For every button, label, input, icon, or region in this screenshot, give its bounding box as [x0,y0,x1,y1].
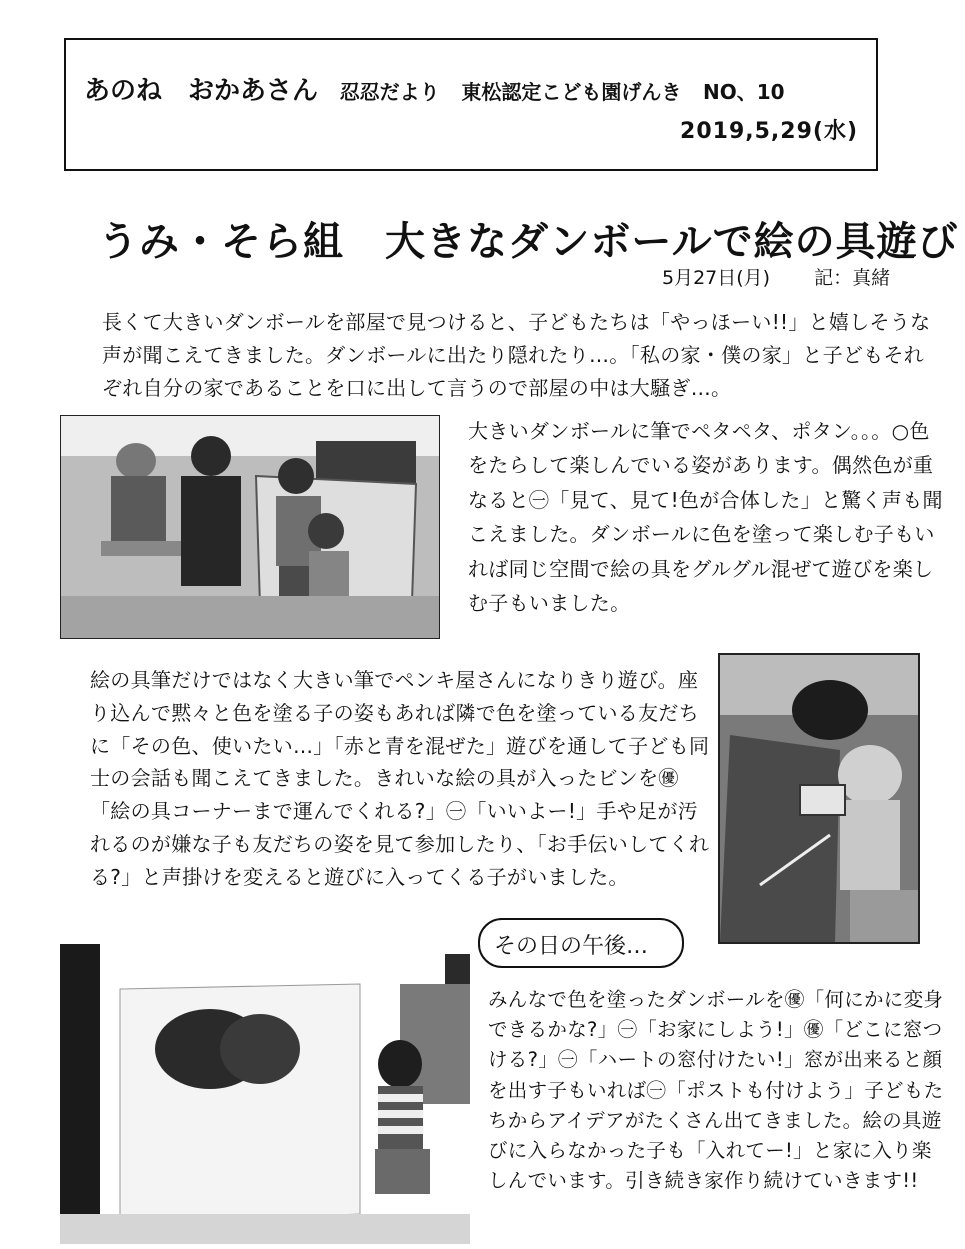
photo3-illustration [60,944,470,1244]
photo2-illustration [720,655,918,942]
paragraph-afternoon: みんなで色を塗ったダンボールを㊝「何にかに変身できるかな?」㊀「お家にしよう!」㊝「どこに窓つける?」㊀「ハートの窓付けたい!」窓が出来ると顔を出す子もいれば㊀「ポストも付けよう」子どもたちからアイデアがたくさん出てきました。絵の具遊びに入らなかった子も「入れてー!」と家に入り楽しんでいます。引き続き家作り続けていきます!! [488,988,944,1193]
speech-bubble-text: その日の午後… [494,934,649,959]
newsletter-subtitle: 忍忍だより [339,80,440,104]
article-date: 5月27日(月) [662,267,771,289]
issue-date: 2019,5,29(水) [680,119,858,144]
paragraph-paint-shop: 絵の具筆だけではなく大きい筆でペンキ屋さんになりきり遊び。座り込んで黙々と色を塗る子の姿もあれば隣で色を塗っている友だちに「その色、使いたい…」「赤と青を混ぜた」遊びを通して子ども同士の会話も聞こえてきました。きれいな絵の具が入ったビンを㊝「絵の具コーナーまで運んでくれる?」㊀「いいよー!」手や足が汚れるのが嫌な子も友だちの姿を見て参加したり、「お手伝いしてくれる?」と声掛けを変えると遊びに入ってくる子がいました。 [90,668,710,889]
speech-bubble [478,918,684,968]
child-painting-photo [718,653,920,944]
cardboard-house-photo [60,944,470,1244]
article-headline: うみ・そら組 大きなダンボールで絵の具遊び [98,219,959,265]
issue-number: NO、10 [703,80,785,104]
paragraph-painting: 大きいダンボールに筆でペタペタ、ポタン。。。○色をたらして楽しんでいる姿があります。偶然色が重なると㊀「見て、見て!色が合体した」と驚く声も聞こえました。ダンボールに色を塗って楽しむ子もいれば同じ空間で絵の具をグルグル混ぜて遊びを楽しむ子もいました。 [468,419,943,615]
children-painting-photo [60,415,440,639]
article-byline [662,263,890,290]
article-author: 記：真緒 [814,267,891,289]
newsletter-title: あのね おかあさん [84,76,319,106]
paragraph-intro: 長くて大きいダンボールを部屋で見つけると、子どもたちは「やっほーい!!」と嬉しそうな声が聞こえてきました。ダンボールに出たり隠れたり…。「私の家・僕の家」と子どもそれぞれ自分の家であることを口に出して言うので部屋の中は大騒ぎ…。 [102,310,931,400]
photo1-illustration [61,416,439,638]
newsletter-header [64,38,878,171]
header-title-line [84,70,799,107]
school-name: 東松認定こども園げんき [461,80,682,104]
